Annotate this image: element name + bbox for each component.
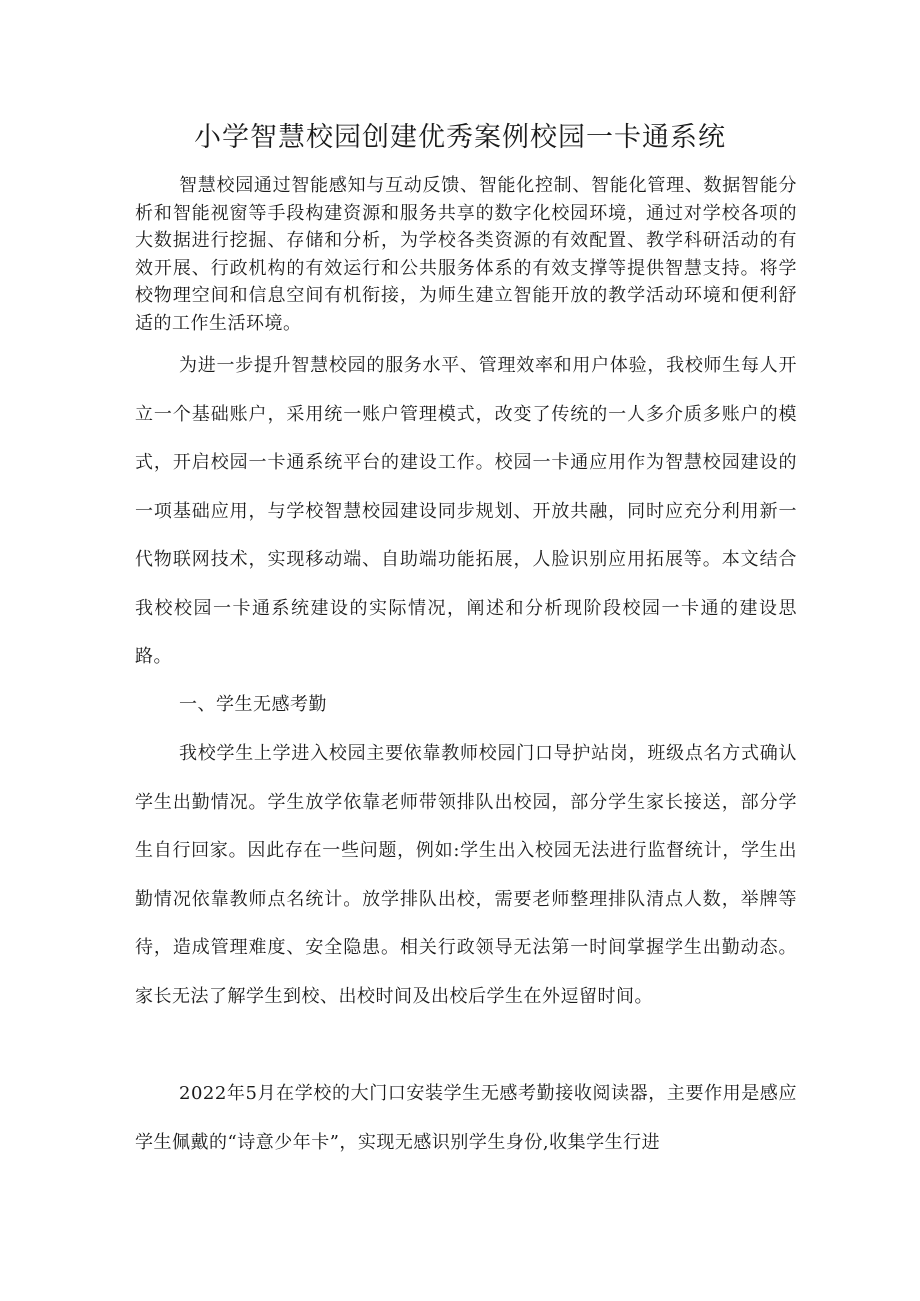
background-paragraph: 为进一步提升智慧校园的服务水平、管理效率和用户体验，我校师生每人开立一个基础账户，采用统一账户管理模式，改变了传统的一人多介质多账户的模式，开启校园一卡通系统平台的建设工作。校园一卡通应用作为智慧校园建设的一项基础应用，与学校智慧校园建设同步规划、开放共融，同时应充分利用新一代物联网技术，实现移动端、自助端功能拓展，人脸识别应用拓展等。本文结合我校校园一卡通系统建设的实际情况，阐述和分析现阶段校园一卡通的建设思路。 bbox=[135, 355, 797, 667]
attendance-solution-paragraph: 2022年5月在学校的大门口安装学生无感考勤接收阅读器，主要作用是感应学生佩戴的“诗意少年卡”，实现无感识别学生身份,收集学生行进 bbox=[135, 1083, 797, 1153]
document-title: 小学智慧校园创建优秀案例校园一卡通系统 bbox=[194, 122, 726, 153]
intro-paragraph: 智慧校园通过智能感知与互动反馈、智能化控制、智能化管理、数据智能分析和智能视窗等手段构建资源和服务共享的数字化校园环境，通过对学校各项的大数据进行挖掘、存储和分析，为学校各类资源的有效配置、教学科研活动的有效开展、行政机构的有效运行和公共服务体系的有效支撑等提供智慧支持。将学校物理空间和信息空间有机衔接，为师生建立智能开放的教学活动环境和便利舒适的工作生活环境。 bbox=[135, 175, 797, 334]
attendance-problem-paragraph: 我校学生上学进入校园主要依靠教师校园门口导护站岗，班级点名方式确认学生出勤情况。学生放学依靠老师带领排队出校园，部分学生家长接送，部分学生自行回家。因此存在一些问题，例如:学生出入校园无法进行监督统计，学生出勤情况依靠教师点名统计。放学排队出校，需要老师整理排队清点人数，举牌等待，造成管理难度、安全隐患。相关行政领导无法第一时间掌握学生出勤动态。家长无法了解学生到校、出校时间及出校后学生在外逗留时间。 bbox=[135, 743, 797, 1007]
section-heading: 一、学生无感考勤 bbox=[179, 694, 327, 715]
